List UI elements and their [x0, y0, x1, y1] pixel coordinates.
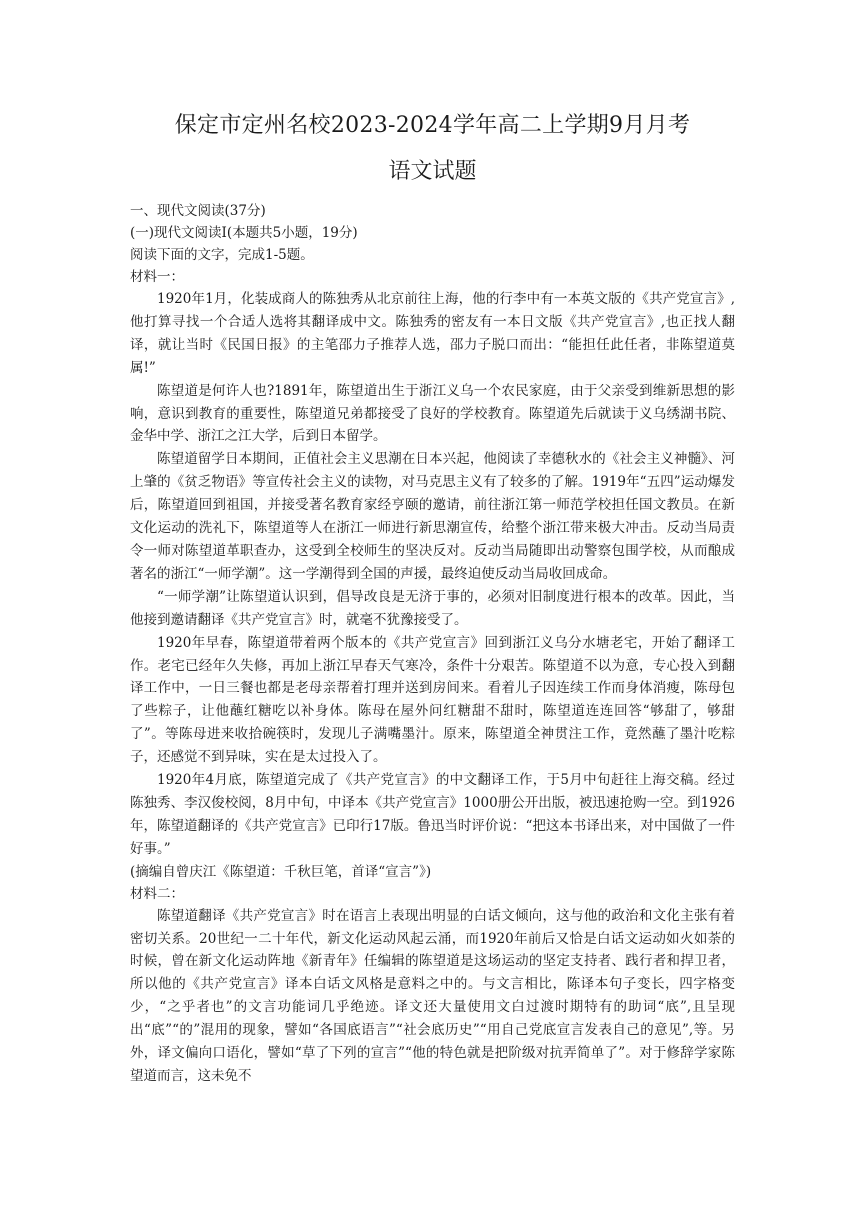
material-one-label: 材料一： — [130, 269, 184, 285]
reading-instruction: 阅读下面的文字，完成1-5题。 — [130, 247, 314, 263]
material-one-paragraph: 陈望道是何许人也?1891年，陈望道出生于浙江义乌一个农民家庭，由于父亲受到维新思想的影响，意识到教育的重要性，陈望道兄弟都接受了良好的学校教育。陈望道先后就读于义乌绣湖书院、金华中学、浙江之江大学，后到日本留学。 — [130, 382, 735, 445]
material-one-paragraph: 1920年早春，陈望道带着两个版本的《共产党宣言》回到浙江义乌分水塘老宅，开始了翻译工作。老宅已经年久失修，再加上浙江早春天气寒冷，条件十分艰苦。陈望道不以为意，专心投入到翻译工作中，一日三餐也都是老母亲帮着打理并送到房间来。看着儿子因连续工作而身体消瘦，陈母包了些粽子，让他蘸红糖吃以补身体。陈母在屋外问红糖甜不甜时，陈望道连连回答“够甜了，够甜了”。等陈母进来收拾碗筷时，发现儿子满嘴墨汁。原来，陈望道全神贯注工作，竟然蘸了墨汁吃粽子，还感觉不到异味，实在是太过投入了。 — [130, 634, 735, 766]
material-one-paragraph: “一师学潮”让陈望道认识到，倡导改良是无济于事的，必须对旧制度进行根本的改革。因此，当他接到邀请翻译《共产党宣言》时，就毫不犹豫接受了。 — [130, 588, 735, 628]
section-heading: 一、现代文阅读(37分) — [130, 203, 266, 219]
material-two-label: 材料二： — [130, 885, 184, 902]
material-two-paragraph: 陈望道翻译《共产党宣言》时在语言上表现出明显的白话文倾向，这与他的政治和文化主张有着密切关系。20世纪一二十年代，新文化运动风起云涌，而1920年前后又恰是白话文运动如火如荼的时候，曾在新文化运动阵地《新青年》任编辑的陈望道是这场运动的坚定支持者、践行者和捍卫者，所以他的《共产党宣言》译本白话文风格是意料之中的。与文言相比，陈译本句子变长，四字格变少，“之乎者也”的文言功能词几乎绝迹。译文还大量使用文白过渡时期特有的助词“底”,且呈现出“底”“的”混用的现象，譬如“各国底语言”“社会底历史”“用自己党底宣言发表自己的意见”,等。另外，译文偏向口语化，譬如“草了下列的宣言”“他的特色就是把阶级对抗弄简单了”。对于修辞学家陈望道而言，这未免不 — [130, 907, 735, 1084]
section-sub-heading: (一)现代文阅读I(本题共5小题，19分) — [130, 225, 358, 241]
document-subtitle: 语文试题 — [388, 159, 477, 184]
material-one-paragraph: 1920年4月底，陈望道完成了《共产党宣言》的中文翻译工作，于5月中旬赶往上海交稿。经过陈独秀、李汉俊校阅，8月中旬，中译本《共产党宣言》1000册公开出版，被迅速抢购一空。到1926年，陈望道翻译的《共产党宣言》已印行17版。鲁迅当时评价说：“把这本书译出来，对中国做了一件好事。” — [130, 772, 735, 857]
document-page — [130, 110, 735, 1088]
material-one-paragraph: 陈望道留学日本期间，正值社会主义思潮在日本兴起，他阅读了幸德秋水的《社会主义神髓》、河上肇的《贫乏物语》等宣传社会主义的读物，对马克思主义有了较多的了解。1919年“五四”运动爆发后，陈望道回到祖国，并接受著名教育家经亨颐的邀请，前往浙江第一师范学校担任国文教员。在新文化运动的洗礼下，陈望道等人在浙江一师进行新思潮宣传，给整个浙江带来极大冲击。反动当局责令一师对陈望道革职查办，这受到全校师生的坚决反对。反动当局随即出动警察包围学校，从而酿成著名的浙江“一师学潮”。这一学潮得到全国的声援，最终迫使反动当局收回成命。 — [130, 451, 735, 582]
material-one-paragraph: 1920年1月，化装成商人的陈独秀从北京前往上海，他的行李中有一本英文版的《共产党宣言》,他打算寻找一个合适人选将其翻译成中文。陈独秀的密友有一本日文版《共产党宣言》,也正找人翻译，就让当时《民国日报》的主笔邵力子推荐人选，邵力子脱口而出：“能担任此任者，非陈望道莫属!” — [130, 291, 735, 376]
material-one-source: (摘编自曾庆江《陈望道：千秋巨笔，首译“宣言”》) — [130, 863, 432, 880]
document-title: 保定市定州名校2023-2024学年高二上学期9月月考 — [174, 113, 691, 138]
